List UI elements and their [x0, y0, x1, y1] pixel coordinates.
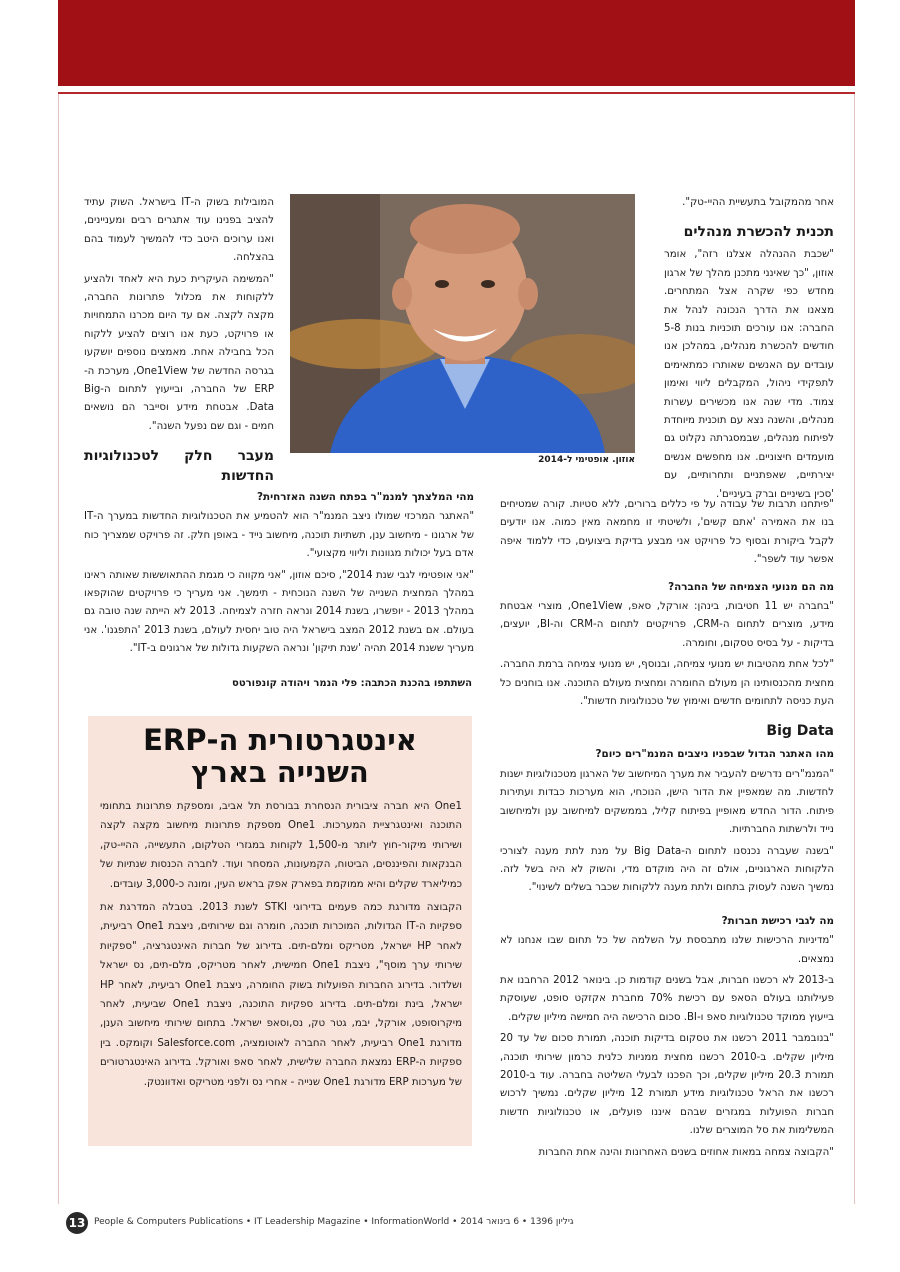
paragraph: "מדיניות הרכישות שלנו מתבססת על השלמה של כל תחום שבו אנחנו לא נמצאים. [500, 935, 834, 965]
question-bigdata: מהו האתגר הגדול שבפניו ניצבים המנמ"רים כיום? [595, 748, 834, 761]
left-column [84, 194, 274, 490]
paragraph: "המנמ"רים נדרשים להעביר את מערך המיחשוב של הארגון מטכנולוגיות ישנות לחדשות. מה שמאפיין את הדור הישן, הנוכחי, הוא מערכות כבדות ועתירות פיתוח. הדור החדש מאופיין בפיתוח קליל, בממשקים למיחשוב ענן ולמיחשוב נייד ולרשתות החברתיות. [500, 768, 834, 836]
paragraph: "אני אופטימי לגבי שנת 2014", סיכם אוזון, "אני מקווה כי מגמת ההתאוששות שאותה ראינו במהלך המחצית השנייה של השנה הנוכחית - תימשך. אני מעריך כי פרויקטים שהוקפאו במהלך 2013 - יופשרו, בשנת 2014 ונראה חזרה לצמיחה. 2013 לא הייתה שנה טובה גם בעולם. אם בשנת 2012 המצב בישראל היה טוב יחסית לעולם, בשנת 2013 'התפגנו'. אני מעריך ששנת 2014 תהיה 'שנת תיקון' ונראה השקעות גדולות של ארגונים ב-IT". [84, 569, 475, 655]
portrait-photo [290, 194, 635, 453]
paragraph: One1 היא חברה ציבורית הנסחרת בבורסת תל אביב, ומספקת פתרונות בתחומי התוכנה ואינטגרציית המערכות. One1 מספקת פתרונות מיחשוב מקצה לקצה ושירותי מיקור-חוץ ליותר מ-1,500 לקוחות במגזרי הטלקום, התעשייה, ההיי-טק, הבנקאות והפיננסים, הביטוח, הקמעונות, המסחר ועוד. לחברה הכנסות שנתיות של כמיליארד שקלים והיא ממוקמת בפארק אפק בראש העין, ומונה כ-3,000 עובדים. [100, 801, 462, 890]
paragraph: "פיתחנו תרבות של עבודה על פי כללים ברורים, ללא סטיות. קורה שמטיחים בנו את האמירה 'אתם קשים', ולשיטתי זו מחמאה מאין כמוה. אנו יודעים לקבל ביקורת ובסוף כל פרויקט אני מבצע בדיקת ביצועים, כדי ללמוד איפה אפשר עוד לשפר". [500, 499, 834, 566]
page-number: 13 [66, 1212, 88, 1234]
right-wide-column [500, 496, 834, 1165]
right-column [664, 194, 834, 507]
middle-column [84, 488, 474, 662]
footer-publication-line: People & Computers Publications • IT Leadership Magazine • InformationWorld • גיליון 1396 • 6 בינואר 2014 [94, 1217, 574, 1227]
top-rule [58, 92, 855, 94]
question-acquisitions: מה לגבי רכישת חברות? [721, 914, 834, 927]
paragraph: "האתגר המרכזי שמולו ניצב המנמ"ר הוא להטמיע את הטכנולוגיות החדשות במערך ה-IT של ארגונו - מיחשוב ענן, תשתיות תוכנה, מיחשוב נייד - באופן חלק. זה פרויקט שמצריך כוח אדם בעל יכולות מגוונות וליווי מקצועי". [84, 511, 474, 560]
paragraph: "בנובמבר 2011 רכשנו את טסקום בדיקות תוכנה, תמורת סכום של עד 20 מיליון שקלים. ב-2010 רכשנו מחצית ממניות כלנית כרמון שירותי תוכנה, תמורת 20.3 מיליון שקלים, וכך הפכנו לבעלי השליטה בחברה. עוד ב-2010 רכשנו את הראל טכנולוגיות מידע תמורת 12 מיליון שקלים. נמשיך לרכוש חברות הפועלות במגזרים שבהם איננו פועלים, או טכנולוגיות חדשות המשלימות את סל המוצרים שלנו. [500, 1033, 835, 1137]
paragraph: "בחברה יש 11 חטיבות, בינהן: אורקל, סאפ, One1View, מוצרי אבטחת מידע, מוצרים לתחום ה-CRM, פרויקטים לתחום ה-CRM וה-BI, יועצים, בדיקות - על בסיס טסקום, וחומרה. [500, 601, 834, 649]
box-title [90, 724, 470, 788]
article-credit: השתתפו בהכנת הכתבה: פלי הנמר ויהודה קונפורטס [232, 678, 472, 689]
left-margin-rule [58, 94, 59, 1204]
photo-caption: אוזון. אופטימי ל-2014 [538, 455, 635, 465]
box-title-line-2: השנייה בארץ [191, 755, 369, 789]
paragraph: "בשנה שעברה נכנסנו לתחום ה-Big Data על מנת לתת מענה לצורכי הלקוחות הארגוניים, אולם זה היה מוקדם מדי, והשוק לא היה בשל לזה. נמשיך השנה לעסוק בתחום ולתת מענה ללקוחות שכבר בשלים לשינוי". [500, 845, 834, 894]
paragraph: "שכבת ההנהלה אצלנו רזה", אומר אוזון, "כך שאינני מתכנן מהלך של ארגון מחדש כפי שקרה אצל המתחרים. מצאנו את הדרך הנכונה לנהל את החברה: אנו עורכים תוכניות בנות 5-8 חודשים להכשרת מנהלים, במהלכן אנו עובדים עם האנשים שאותרו כמתאימים לתפקידי ניהול, המקבלים ליווי ואימון צמוד. מדי שנה אנו מכשירים עשרות מנהלים, והשנה נצא עם תוכנית מיוחדת לפיתוח מנהלים, שבמסגרתה נקלוט גם מועמדים חיצוניים. אנו מחפשים אנשים יצירתיים, שאפתניים ותחרותיים, עם 'סכין בשיניים וברק בעיניים'. [664, 249, 834, 500]
paragraph: "הקבוצה צמחה במאות אחוזים בשנים האחרונות והינה אחת החברות [538, 1146, 834, 1158]
top-color-band [58, 0, 855, 86]
box-body [100, 797, 462, 1096]
portrait-illustration [290, 194, 635, 453]
paragraph: "לכל אחת מהטיבות יש מנועי צמיחה, ובנוסף, יש מנועי צמיחה ברמת החברה. מחצית מהכנסותינו הן מעולם החומרה ומחצית מעולם התוכנה. אנו בוחנים כל העת כניסה לתחומים חדשים ואימוץ של טכנולוגיות חדשות". [500, 659, 834, 708]
paragraph: "המשימה העיקרית כעת היא לאחד ולהציע ללקוחות את מכלול פתרונות החברה, מקצה לקצה. אם עד היום מכרנו התמחויות או פרויקט, כעת אנו רוצים להציע ללקוח הכל בחבילה אחת. מאמצים נוספים יושקעו בגרסה החדשה של One1View, מערכת ה-ERP של החברה, ובייעוץ לתחום ה-Big Data. אבטחת מידע וסייבר הם נושאים חמים - וגם שם נפעל השנה". [84, 273, 274, 432]
paragraph: המובילות בשוק ה-IT בישראל. השוק עתיד להציב בפנינו עוד אתגרים רבים ומעניינים, ואנו ערוכים היטב כדי להמשיך לעמוד בהם בהצלחה. [84, 197, 274, 264]
paragraph: הקבוצה מדורגת כמה פעמים בדירוגי STKI לשנת 2013. בטבלה המדרגת את ספקיות ה-IT הגדולות, המוכרות תוכנה, חומרה וגם שירותים, ניצבת One1 רביעית, לאחר HP ישראל, מטריקס ומלם-תים. בדירוג של חברות האינטגרציה, "ספקיות שירותי ערך מוסף", ניצבת One1 חמישית, לאחר מטריקס, מלם-תים, נס ישראל ושלדור. בדירוג החברות הפועלות בשוק החומרה, ניצבת One1 רביעית, לאחר HP ישראל, בינת ומלם-תים. בדירוג ספקיות התוכנה, ניצבת One1 שביעית, לאחר מיקרוסופט, אורקל, יבמ, גטר טק, נס,וסאפ ישראל. בתחום שירותי מיחשוב הענן, מדורגת One1 רביעית, לאחר החברה לאוטומציה, Salesforce.com וקומקס. בין ספקיות ה-ERP נמצאת החברה שלישית, לאחר סאפ ואורקל. בדירוג האינטגרטורים של מערכות ERP מדורגת One1 שנייה - אחרי נס ולפני מטריקס ואדוונטק. [100, 902, 463, 1088]
intro-text: אחר מהמקובל בתעשיית ההיי-טק". [682, 197, 834, 208]
heading-tech-transition: מעבר חלק לטכנולוגיות החדשות [84, 448, 274, 485]
paragraph: ב-2013 לא רכשנו חברות, אבל בשנים קודמות כן. בינואר 2012 הרחבנו את פעילותנו בעולם הסאפ עם רכישת 70% מחברת אקזקט סופט, שעוסקת בייעוץ ממוקד טכנולוגיות סאפ ו-BI. סכום הרכישה היה חמישה מיליון שקלים. [500, 974, 834, 1023]
question-recommendation: מהי המלצתך למנמ"ר בפתח השנה האזרחית? [256, 491, 474, 503]
right-margin-rule [854, 94, 855, 1204]
box-title-line-1: אינטגרטורית ה-ERP [143, 723, 417, 757]
heading-big-data: Big Data [766, 723, 834, 740]
heading-managers-program: תכנית להכשרת מנהלים [683, 224, 834, 241]
question-growth: מה הם מנועי הצמיחה של החברה? [668, 580, 834, 593]
page-footer [66, 1212, 856, 1236]
